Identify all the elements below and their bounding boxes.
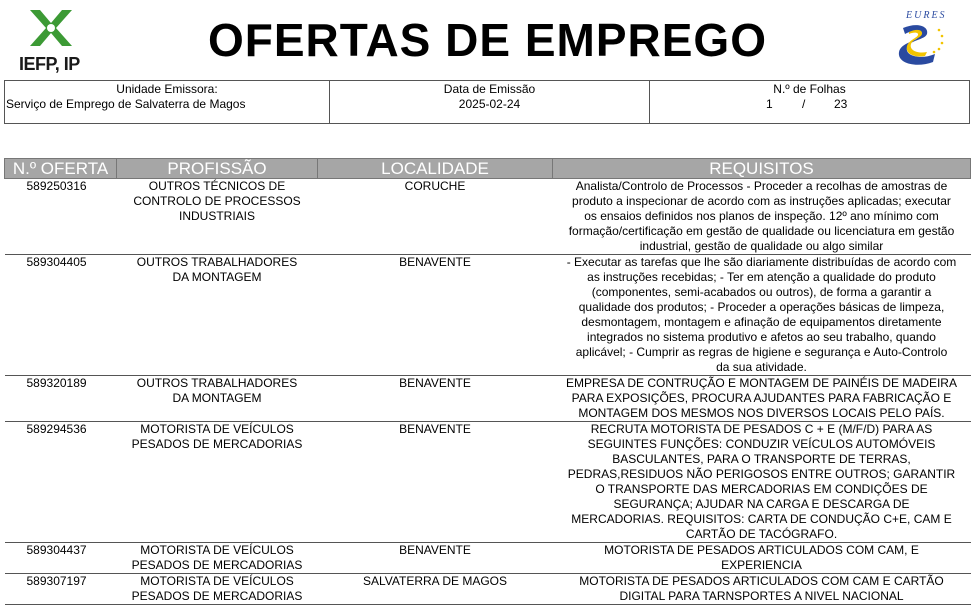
profession-line: OUTROS TRABALHADORES	[136, 255, 298, 269]
profession-line: MOTORISTA DE VEÍCULOS	[140, 422, 294, 436]
requirement-line: MONTAGEM DOS MESMOS NOS DIVERSOS LOCAIS PELO PAÍS.	[578, 406, 945, 420]
page-total: 23	[834, 97, 848, 111]
requirement-line: MOTORISTA DE PESADOS ARTICULADOS COM CAM E CARTÃO	[579, 574, 944, 588]
requirement-line: aplicável; - Cumprir as regras de higiene e segurança e Auto-Controlo	[575, 345, 948, 359]
pages-value	[766, 97, 847, 111]
offer-number: 589250316	[5, 179, 117, 255]
pages-cell	[649, 81, 969, 123]
profession-line: PESADOS DE MERCADORIAS	[131, 589, 303, 603]
requirements	[553, 255, 971, 376]
requirement-line: produto a inspecionar de acordo com as instruções aplicadas; executar	[572, 194, 951, 208]
location: BENAVENTE	[318, 376, 553, 422]
profession-line: MOTORISTA DE VEÍCULOS	[140, 574, 294, 588]
requirement-line: formação/certificação em gestão de qualidade ou licenciatura em gestão	[568, 224, 955, 238]
issuer-cell	[5, 81, 329, 123]
offer-number: 589294536	[5, 422, 117, 543]
requirement-line: EMPRESA DE CONTRUÇÃO E MONTAGEM DE PAINÉIS DE MADEIRA	[566, 376, 957, 390]
profession	[117, 543, 318, 574]
requirement-line: - Executar as tarefas que lhe são diariamente distribuídas de acordo com	[566, 255, 957, 269]
requirement-line: PARA EXPOSIÇÕES, PROCURA AJUDANTES PARA FABRICAÇÃO E	[571, 391, 952, 405]
table-row	[5, 543, 971, 574]
requirements	[553, 376, 971, 422]
requirement-line: BASCULANTES, PARA O TRANSPORTE DE TERRAS,	[612, 452, 911, 466]
profession	[117, 255, 318, 376]
location: BENAVENTE	[318, 543, 553, 574]
issue-date-label: Data de Emissão	[443, 82, 536, 96]
requirements	[553, 422, 971, 543]
issue-info-box	[4, 80, 970, 124]
requirement-line: os ensaios definidos nos planos de inspeção. 12º ano mínimo com	[584, 209, 939, 223]
offer-number: 589320189	[5, 376, 117, 422]
requirements	[553, 543, 971, 574]
location: BENAVENTE	[318, 422, 553, 543]
pages-label: N.º de Folhas	[773, 82, 846, 96]
table-row	[5, 574, 971, 605]
requirement-line: MOTORISTA DE PESADOS ARTICULADOS COM CAM, E	[604, 543, 919, 557]
issuer-label: Unidade Emissora:	[116, 82, 218, 96]
requirement-line: SEGURANÇA; AJUDAR NA CARGA E DESCARGA DE	[613, 497, 910, 511]
job-offers-table	[4, 158, 971, 605]
issue-date-value: 2025-02-24	[458, 97, 521, 111]
iefp-logo-text: IEFP, IP	[19, 54, 80, 74]
page-title: OFERTAS DE EMPREGO	[208, 14, 767, 66]
requirement-line: Analista/Controlo de Processos - Proceder a recolhas de amostras de	[575, 179, 948, 193]
profession	[117, 574, 318, 605]
requirement-line: EXPERIENCIA	[721, 558, 802, 572]
page-current: 1	[766, 97, 773, 111]
requirement-line: desmontagem, montagem e afinação de equipamentos diretamente	[581, 315, 942, 329]
eures-logo	[887, 8, 953, 72]
eures-logo-text: EURES	[906, 10, 947, 21]
profession-line: DA MONTAGEM	[172, 391, 262, 405]
offer-number: 589304405	[5, 255, 117, 376]
table-header-row	[5, 159, 971, 179]
profession-line: MOTORISTA DE VEÍCULOS	[140, 543, 294, 557]
profession-line: OUTROS TÉCNICOS DE	[148, 179, 286, 193]
requirement-line: integrados no sistema produtivo e afetos ao seu trabalho, quando	[587, 330, 936, 344]
table-body	[5, 179, 971, 605]
requirement-line: CARTÃO DE TACÓGRAFO.	[685, 527, 838, 541]
requirement-line: industrial, gestão de qualidade ou algo similar	[639, 239, 884, 253]
table-row	[5, 255, 971, 376]
location: BENAVENTE	[318, 255, 553, 376]
page-separator: /	[802, 97, 806, 111]
location: CORUCHE	[318, 179, 553, 255]
profession	[117, 179, 318, 255]
requirement-line: PEDRAS,RESIDUOS NÃO PERIGOSOS ENTRE OUTROS; GARANTIR	[567, 467, 956, 481]
eures-emblem-icon	[887, 8, 953, 72]
requirements	[553, 179, 971, 255]
requirement-line: SEGUINTES FUNÇÕES: CONDUZIR VEÍCULOS AUTOMÓVEIS	[587, 437, 936, 451]
profession-line: OUTROS TRABALHADORES	[136, 376, 298, 390]
column-header-profession: PROFISSÃO	[117, 159, 318, 179]
column-header-requirements: REQUISITOS	[553, 159, 971, 179]
location: SALVATERRA DE MAGOS	[318, 574, 553, 605]
profession-line: INDUSTRIAIS	[178, 209, 255, 223]
table-row	[5, 422, 971, 543]
requirement-line: qualidade dos produtos; - Proceder a operações básicas de limpeza,	[578, 300, 945, 314]
offer-number: 589307197	[5, 574, 117, 605]
profession-line: CONTROLO DE PROCESSOS	[133, 194, 301, 208]
requirement-line: O TRANSPORTE DAS MERCADORIAS EM CONDIÇÕES DE	[595, 482, 928, 496]
column-header-location: LOCALIDADE	[318, 159, 553, 179]
column-header-offer-number: N.º OFERTA	[5, 159, 117, 179]
issue-date-cell	[329, 81, 649, 123]
requirement-line: (componentes, semi-acabados ou outros), de forma a garantir a	[591, 285, 932, 299]
requirement-line: as instruções recebidas; - Ter em atenção a qualidade do produto	[587, 270, 936, 284]
offer-number: 589304437	[5, 543, 117, 574]
table-row	[5, 179, 971, 255]
table-row	[5, 376, 971, 422]
issuer-value: Serviço de Emprego de Salvaterra de Magos	[6, 97, 246, 111]
profession	[117, 422, 318, 543]
requirement-line: da sua atividade.	[716, 360, 807, 374]
requirements	[553, 574, 971, 605]
requirement-line: DIGITAL PARA TARNSPORTES A NIVEL NACIONAL	[619, 589, 904, 603]
profession-line: DA MONTAGEM	[172, 270, 262, 284]
requirement-line: MERCADORIAS. REQUISITOS: CARTA DE CONDUÇÃO C+E, CAM E	[571, 512, 952, 526]
profession-line: PESADOS DE MERCADORIAS	[131, 437, 303, 451]
requirement-line: RECRUTA MOTORISTA DE PESADOS C + E (M/F/D) PARA AS	[590, 422, 933, 436]
profession-line: PESADOS DE MERCADORIAS	[131, 558, 303, 572]
profession	[117, 376, 318, 422]
